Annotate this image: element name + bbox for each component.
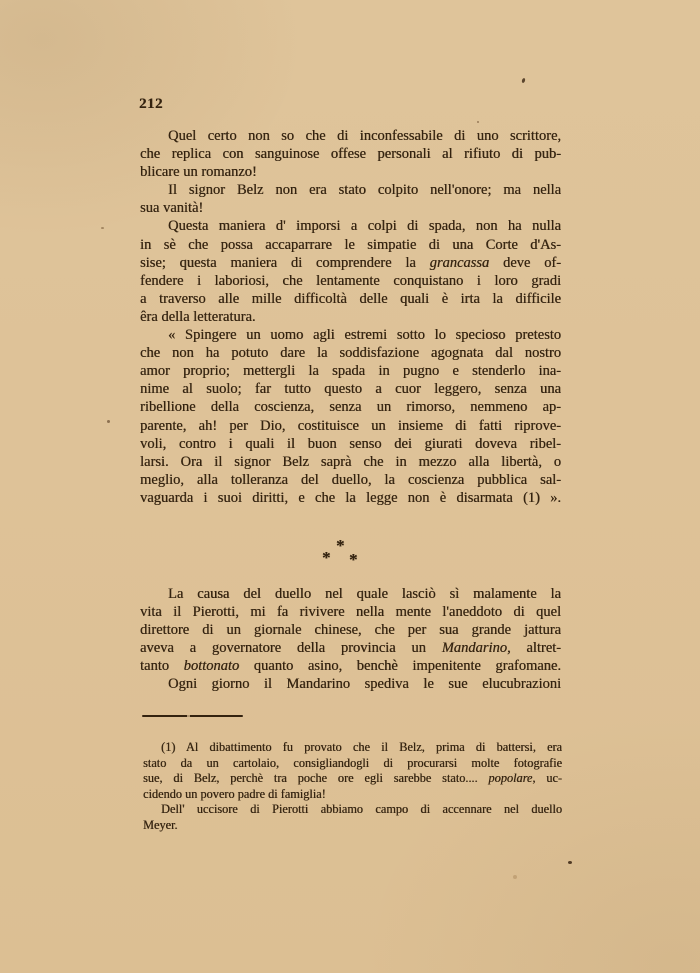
text-line <box>140 326 561 344</box>
text-line <box>140 639 561 657</box>
footnote-rule <box>142 715 243 717</box>
text-line <box>140 199 561 217</box>
line-text: che non ha potuto dare la soddisfazione agognata dal nostro <box>140 345 561 362</box>
line-text: larsi. Ora il signor Belz saprà che in mezzo alla libertà, o <box>140 453 561 470</box>
paper-speck <box>101 227 104 229</box>
text-line <box>140 344 561 362</box>
line-text: La causa del duello nel quale lasciò sì malamente la <box>168 586 561 602</box>
line-text: tanto <box>140 658 184 675</box>
text-line <box>140 489 561 507</box>
text-line <box>140 308 561 326</box>
italic-word: grancassa <box>429 254 490 271</box>
line-text: (1) Al dibattimento fu provato che il Belz, prima di battersi, era <box>161 740 562 754</box>
line-text: stato da un cartolaio, consigliandogli di procurarsi molte fotografie <box>143 755 562 770</box>
line-text: che replica con sanguinose offese personali al rifiuto di pub- <box>140 146 561 163</box>
line-text: blicare un romanzo! <box>140 164 257 181</box>
text-line <box>140 657 561 675</box>
line-text: parente, ah! per Dio, costituisce un insieme di fatti riprove- <box>140 417 561 434</box>
line-text: a traverso alle mille difficoltà delle quali è irta la difficile <box>140 290 561 307</box>
line-text: deve of- <box>489 254 561 271</box>
line-text: vaguarda i suoi diritti, e che la legge non è disarmata (1) ». <box>140 489 561 506</box>
asterisk-icon: * <box>336 536 345 555</box>
line-text: quanto asino, benchè impenitente grafomane. <box>239 658 561 675</box>
line-text: cidendo un povero padre di famiglia! <box>143 786 326 801</box>
line-text: direttore di un giornale chinese, che per sua grande jattura <box>140 622 561 639</box>
text-line <box>140 380 561 398</box>
line-text: Meyer. <box>143 817 178 832</box>
line-text: sua vanità! <box>140 200 204 217</box>
paper-speck <box>477 121 479 123</box>
text-line <box>140 398 561 416</box>
text-line <box>140 362 561 380</box>
footnote-line <box>143 771 562 787</box>
text-line <box>140 217 561 235</box>
text-line <box>140 254 561 272</box>
text-line <box>140 675 561 693</box>
line-text: voli, contro i quali il buon senso dei giurati doveva ribel- <box>140 435 561 452</box>
line-text: Ogni giorno il Mandarino spediva le sue elucubrazioni <box>168 676 561 693</box>
body-text-upper <box>140 127 561 507</box>
line-text: altret- <box>510 640 561 657</box>
text-line <box>140 585 561 603</box>
paper-speck <box>568 861 572 864</box>
line-text: êra della letteratura. <box>140 308 256 325</box>
line-text: sise; questa maniera di comprendere la <box>140 254 430 271</box>
italic-word: bottonato <box>183 658 240 675</box>
asterism-divider <box>140 536 561 574</box>
text-line <box>140 471 561 489</box>
asterisk-icon: * <box>349 550 358 569</box>
text-line <box>140 127 561 145</box>
line-text: in sè che possa accaparrare le simpatie di una Corte d'As- <box>140 236 561 253</box>
line-text: vita il Pierotti, mi fa rivivere nella mente l'aneddoto di quel <box>140 604 561 621</box>
line-text: Il signor Belz non era stato colpito nell'onore; ma nella <box>168 182 561 199</box>
footnote-line <box>143 756 562 772</box>
italic-word: popolare <box>488 771 533 786</box>
italic-word: Mandarino, <box>441 640 511 657</box>
line-text: aveva a governatore della provincia un <box>140 640 442 657</box>
text-line <box>140 236 561 254</box>
line-text: , uc- <box>532 771 562 786</box>
footnote-line <box>143 787 562 803</box>
text-line <box>140 181 561 199</box>
text-line <box>140 453 561 471</box>
line-text: sue, di Belz, perchè tra poche ore egli sarebbe stato.... <box>143 771 489 786</box>
line-text: nime al suolo; far tutto questo a cuor leggero, senza una <box>140 381 561 398</box>
page-number: 212 <box>139 96 163 112</box>
paper-speck <box>513 875 517 879</box>
footnote-line <box>143 818 562 834</box>
text-line <box>140 163 561 181</box>
line-text: « Spingere un uomo agli estremi sotto lo specioso pretesto <box>168 327 561 344</box>
text-line <box>140 417 561 435</box>
text-line <box>140 621 561 639</box>
line-text: Questa maniera d' imporsi a colpi di spada, non ha nulla <box>168 218 561 235</box>
body-text-lower <box>140 585 561 694</box>
text-line <box>140 603 561 621</box>
text-line <box>140 435 561 453</box>
text-line <box>140 145 561 163</box>
footnote-line <box>143 802 562 818</box>
line-text: ribellione della coscienza, senza un rimorso, nemmeno ap- <box>140 399 561 416</box>
asterisk-icon: * <box>322 548 331 567</box>
text-line <box>140 272 561 290</box>
paper-speck <box>107 420 110 423</box>
line-text: amor proprio; mettergli la spada in pugno e stenderlo ina- <box>140 363 561 380</box>
line-text: Quel certo non so che di inconfessabile di uno scrittore, <box>168 128 561 144</box>
text-line <box>140 290 561 308</box>
line-text: Dell' uccisore di Pierotti abbiamo campo di accennare nel duello <box>161 802 562 817</box>
line-text: fendere i laboriosi, che lentamente conquistano i loro gradi <box>140 272 561 289</box>
footnote-text <box>143 740 562 834</box>
footnote-line <box>143 740 562 756</box>
paper-speck <box>521 78 525 84</box>
line-text: meglio, alla tolleranza del duello, la coscienza pubblica sal- <box>140 471 561 488</box>
